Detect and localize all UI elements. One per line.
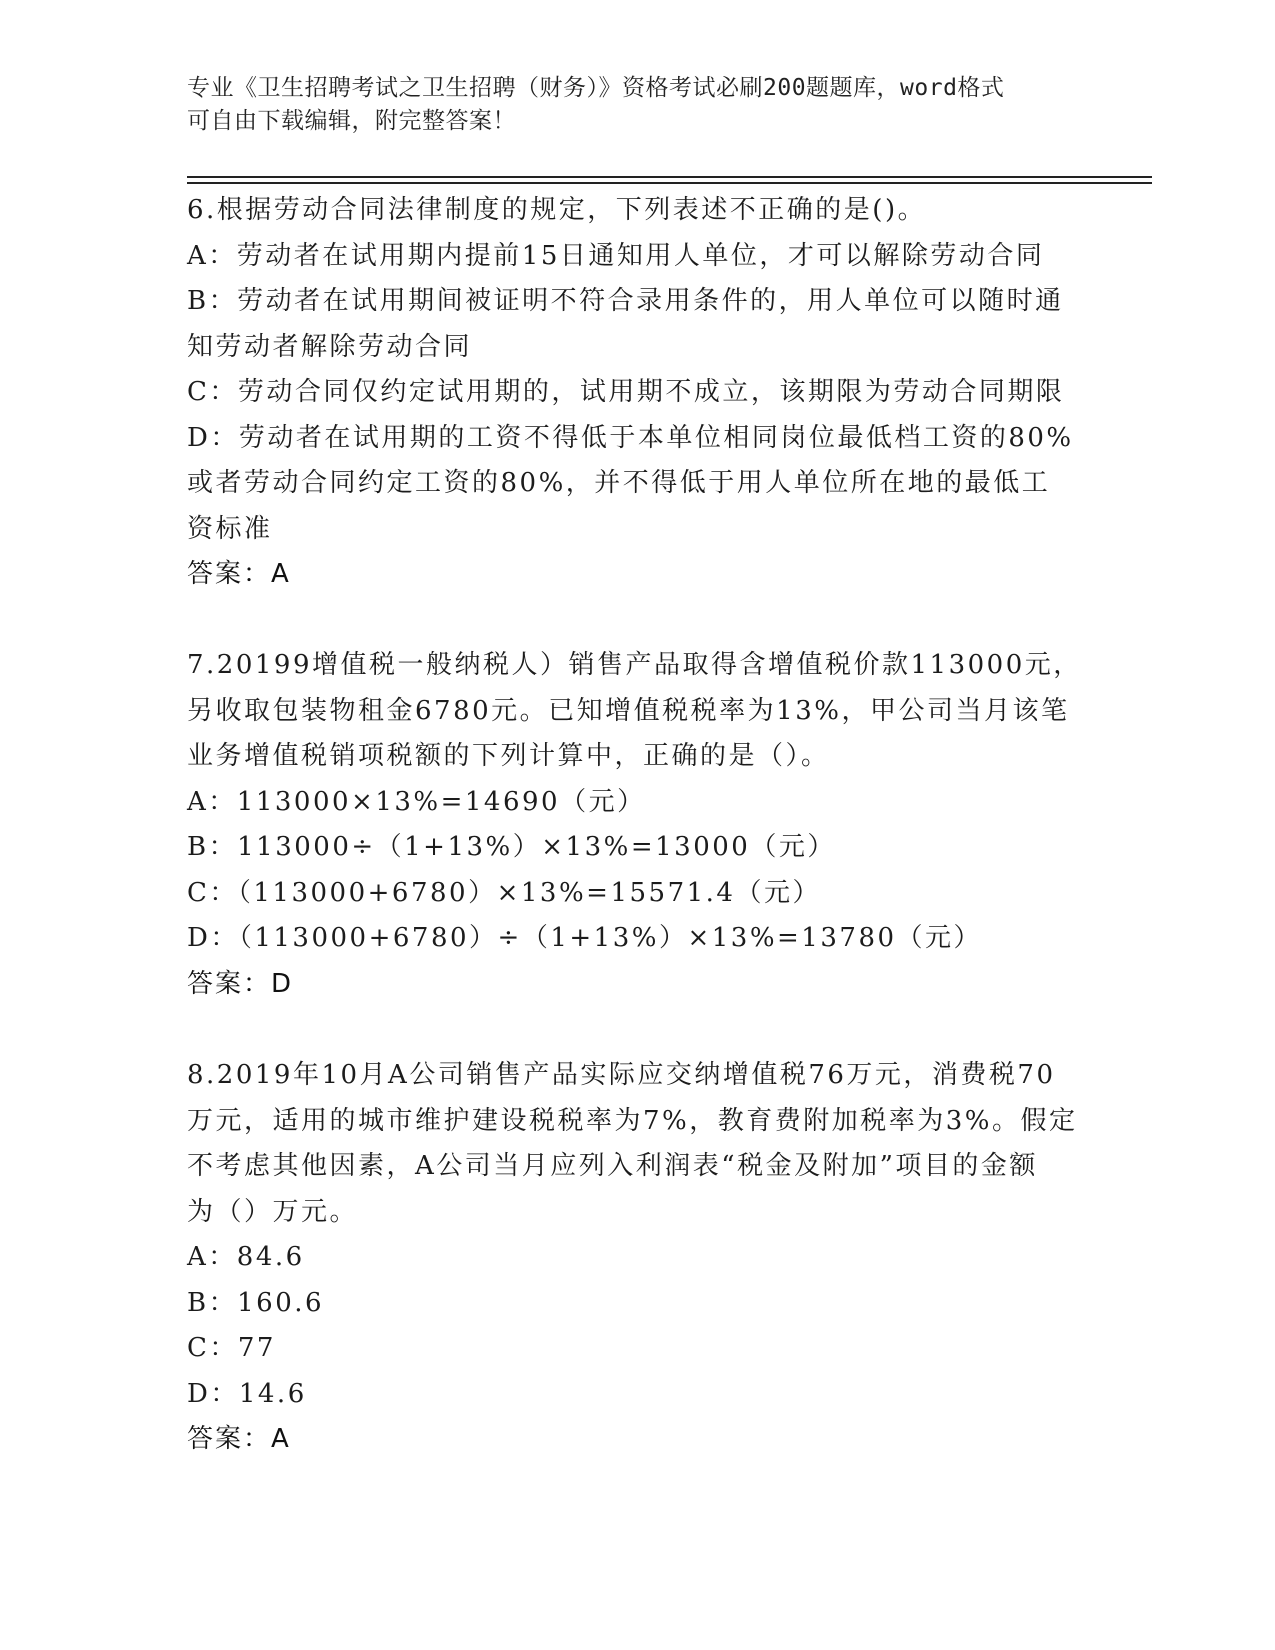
question-stem-line: 不考虑其他因素，A公司当月应列入利润表“税金及附加”项目的金额: [187, 1151, 1038, 1181]
option-b: B：劳动者在试用期间被证明不符合录用条件的，用人单位可以随时通: [187, 286, 1064, 316]
question-8: [187, 1053, 1087, 1463]
question-stem-line: 6.根据劳动合同法律制度的规定，下列表述不正确的是()。: [187, 195, 927, 225]
question-stem-line: 为（）万元。: [187, 1196, 359, 1227]
header-line-2: 可自由下载编辑，附完整答案！: [187, 108, 516, 134]
answer-label: 答案：A: [187, 1424, 291, 1454]
document-header: [187, 72, 1067, 138]
question-stem-line: 万元，适用的城市维护建设税税率为7%，教育费附加税率为3%。假定: [187, 1105, 1078, 1136]
answer-label: 答案：A: [187, 559, 291, 589]
option-a: A：劳动者在试用期内提前15日通知用人单位，才可以解除劳动合同: [187, 240, 1045, 271]
option-d-continued: 资标准: [187, 513, 273, 544]
question-6: [187, 188, 1087, 598]
option-c: C：（113000+6780）×13%=15571.4（元）: [187, 877, 821, 908]
answer-label: 答案：D: [187, 968, 294, 999]
option-b: B：113000÷（1+13%）×13%=13000（元）: [187, 832, 836, 862]
question-stem-line: 7.20199增值税一般纳税人）销售产品取得含增值税价款113000元，: [187, 650, 1082, 680]
header-line-1: 专业《卫生招聘考试之卫生招聘（财务）》资格考试必刷200题题库，word格式: [187, 75, 1005, 101]
question-stem-line: 业务增值税销项税额的下列计算中，正确的是（）。: [187, 741, 830, 771]
option-d: D：（113000+6780）÷（1+13%）×13%=13780（元）: [187, 923, 983, 953]
option-b: B：160.6: [187, 1287, 325, 1318]
option-a: A：84.6: [187, 1242, 305, 1272]
option-c: C：劳动合同仅约定试用期的，试用期不成立，该期限为劳动合同期限: [187, 377, 1065, 407]
header-divider-top: [187, 176, 1152, 178]
question-stem-line: 另收取包装物租金6780元。已知增值税税率为13%，甲公司当月该笔: [187, 695, 1070, 726]
option-d: D：劳动者在试用期的工资不得低于本单位相同岗位最低档工资的80%: [187, 422, 1074, 453]
question-stem-line: 8.2019年10月A公司销售产品实际应交纳增值税76万元，消费税70: [187, 1060, 1056, 1090]
header-divider-bottom: [187, 182, 1152, 184]
option-d-continued: 或者劳动合同约定工资的80%，并不得低于用人单位所在地的最低工: [187, 468, 1051, 498]
option-d: D：14.6: [187, 1378, 307, 1409]
option-c: C：77: [187, 1333, 276, 1363]
question-7: [187, 643, 1087, 1007]
option-a: A：113000×13%=14690（元）: [187, 786, 646, 817]
option-b-continued: 知劳动者解除劳动合同: [187, 331, 473, 362]
